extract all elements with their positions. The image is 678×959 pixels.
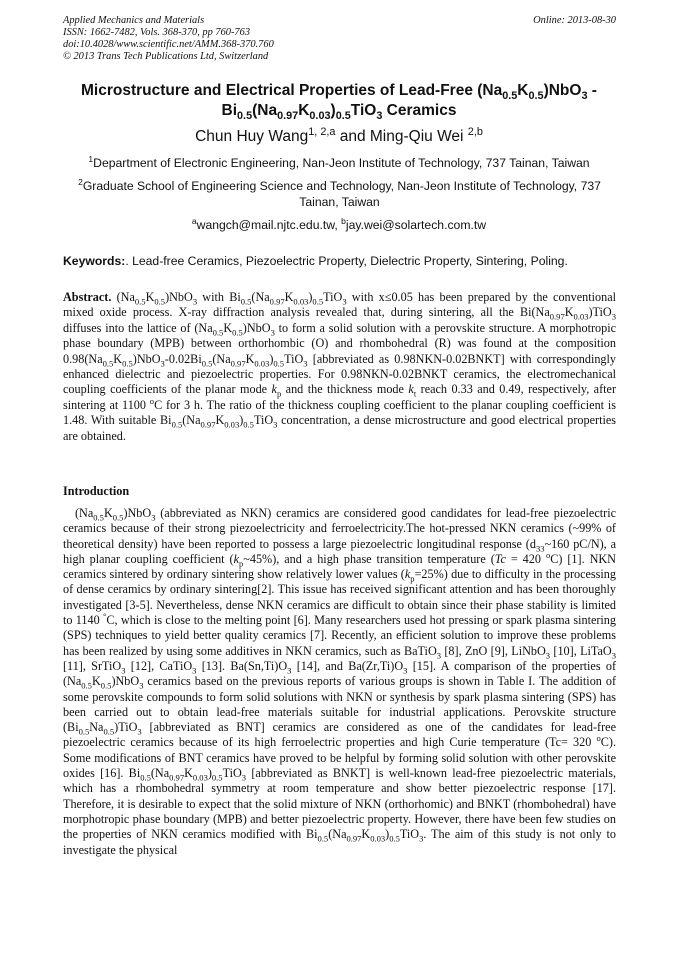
affiliation-1: $^1$Department of Electronic Engineering, Nan-Jeon Institute of Technology, 737 Tainan, Taiwan bbox=[88, 153, 590, 170]
keywords-label: Keywords: bbox=[63, 254, 126, 268]
paper-title: Microstructure and Electrical Properties of Lead-Free $(Na_{0.5}K_{0.5})NbO_3$ - $Bi_{0.5}(Na_{0.97}K_{0.03})_{0.5}TiO_3$ Ceramics bbox=[81, 82, 597, 123]
online-date: Online: 2013-08-30 bbox=[533, 15, 616, 26]
introduction-body: $(Na_{0.5}K_{0.5})NbO_3$ (abbreviated as NKN) ceramics are considered good candidates for lead-free piezoelectric ceramics because of their strong piezoelectricity and ferroelectricity.The hot-pressed NKN ceramics (~99% of theoretical density) have been reported to possess a large piezoelectric longitudinal response ($d_{33}\sim 160$ pC/N), a high planar coupling coefficient $(k_p\sim 45\%)$, and a high phase transition temperature (Tc = 420 $^o$C) [1]. NKN ceramics sintered by ordinary sintering show relatively lower values $(k_p=25\%)$ due to difficulty in the processing of dense ceramics by ordinary sintering[2]. This issue has received significant attention and has been thoroughly investigated [3-5]. Nevertheless, dense NKN ceramics are difficult to obtain since their phase stability is limited to 1140 °C, which is close to the melting point [6]. Many researchers used hot pressing or spark plasma sintering (SPS) techniques to yield better quality ceramics [7]. Recently, an efficient solution to improve these problems has been realized by using some additives in NKN ceramics, such as BaTiO$_3$ [8], ZnO [9], LiNbO$_3$ [10], LiTaO$_3$ [11], SrTiO$_3$ [12], CaTiO$_3$ [13]. $Ba(Sn,Ti)O_3$ [14], and $Ba(Zr,Ti)O_3$ [15]. A comparison of the properties of $(Na_{0.5}K_{0.5})NbO_3$ ceramics based on the previous reports of various groups is shown in Table I. The addition of some perovskite compounds to form solid solutions with NKN or synthesis by spark plasma sintering (SPS) has been carried out to obtain lead-free materials suitable for industrial applications. Perovskite structure $(Bi_{0.5}Na_{0.5})TiO_3$ [abbreviated as BNT] ceramics are considered as one of the candidates for lead-free piezoelectric ceramics because of its high ferroelectric properties and high Curie temperature (Tc= 320 $^o$C). Some modifications of BNT ceramics have proved to be helpful by forming solid solution with other perovskite oxides [16]. $Bi_{0.5}(Na_{0.97}K_{0.03})_{0.5}TiO_3$ [abbreviated as BNKT] is well-known lead-free piezoelectric materials, which has a rhombohedral symmetry at room temperature and show better piezoelectric response [17]. Therefore, it is desirable to expect that the solid mixture of NKN (orthorhomic) and BNKT (rhombohedral) have morphotropic phase boundary (MPB) and better piezoelectric property. However, there have been few studies on the properties of NKN ceramics modified with $Bi_{0.5}(Na_{0.97}K_{0.03})_{0.5}TiO_3$. The aim of this study is not only to investigate the physical bbox=[63, 506, 617, 857]
issn-line: ISSN: 1662-7482, Vols. 368-370, pp 760-763 bbox=[63, 27, 251, 38]
journal-header bbox=[63, 15, 616, 63]
abstract-label: Abstract. bbox=[63, 290, 112, 304]
journal-name: Applied Mechanics and Materials bbox=[63, 15, 205, 26]
keywords: Keywords:. Lead-free Ceramics, Piezoelectric Property, Dielectric Property, Sintering, Poling. bbox=[63, 254, 568, 268]
introduction-heading: Introduction bbox=[63, 484, 130, 498]
author-1: Chun Huy Wang bbox=[195, 128, 309, 145]
author-list: Chun Huy Wang$^{1, 2,a}$ and Ming-Qiu Wei $^{2,b}$ bbox=[195, 125, 483, 145]
abstract: Abstract. $(Na_{0.5}K_{0.5})NbO_3$ with $Bi_{0.5}(Na_{0.97}K_{0.03})_{0.5}TiO_3$ with x≤0.05 has been prepared by the conventional mixed oxide process. X-ray diffraction analysis revealed that, during sintering, all the $Bi(Na_{0.97}K_{0.03})TiO_3$ diffuses into the lattice of $(Na_{0.5}K_{0.5})NbO_3$ to form a solid solution with a perovskite structure. A morphotropic phase boundary (MPB) between orthorhombic (O) and rhombohedral (R) was found at the composition $0.98(Na_{0.5}K_{0.5})NbO_3-0.02Bi_{0.5}(Na_{0.97}K_{0.03})_{0.5}TiO_3$ [abbreviated as 0.98NKN-0.02BNKT] with correspondingly enhanced dielectric and piezoelectric properties. For 0.98NKN-0.02BNKT ceramics, the electromechanical coupling coefficients of the planar mode $k_p$ and the thickness mode $k_t$ reach 0.33 and 0.49, respectively, after sintering at 1100 $^o$C for 3 h. The ratio of the thickness coupling coefficient to the planar coupling coefficient is 1.48. With suitable $Bi_{0.5}(Na_{0.97}K_{0.03})_{0.5}TiO_3$ concentration, a dense microstructure and good electrical properties are obtained. bbox=[63, 290, 617, 443]
author-emails: $^a$wangch@mail.njtc.edu.tw, $^b$jay.wei@solartech.com.tw bbox=[191, 215, 487, 232]
email-link-b[interactable]: jay.wei@solartech.com.tw bbox=[345, 218, 487, 232]
doi-line: doi:10.4028/www.scientific.net/AMM.368-370.760 bbox=[63, 39, 274, 50]
affiliation-2: $^2$Graduate School of Engineering Science and Technology, Nan-Jeon Institute of Technology, 737 Tainan, Taiwan bbox=[78, 176, 601, 209]
email-link-a[interactable]: wangch@mail.njtc.edu.tw, bbox=[196, 218, 342, 232]
author-2: Ming-Qiu Wei bbox=[369, 128, 468, 145]
copyright-line: © 2013 Trans Tech Publications Ltd, Switzerland bbox=[63, 51, 269, 62]
